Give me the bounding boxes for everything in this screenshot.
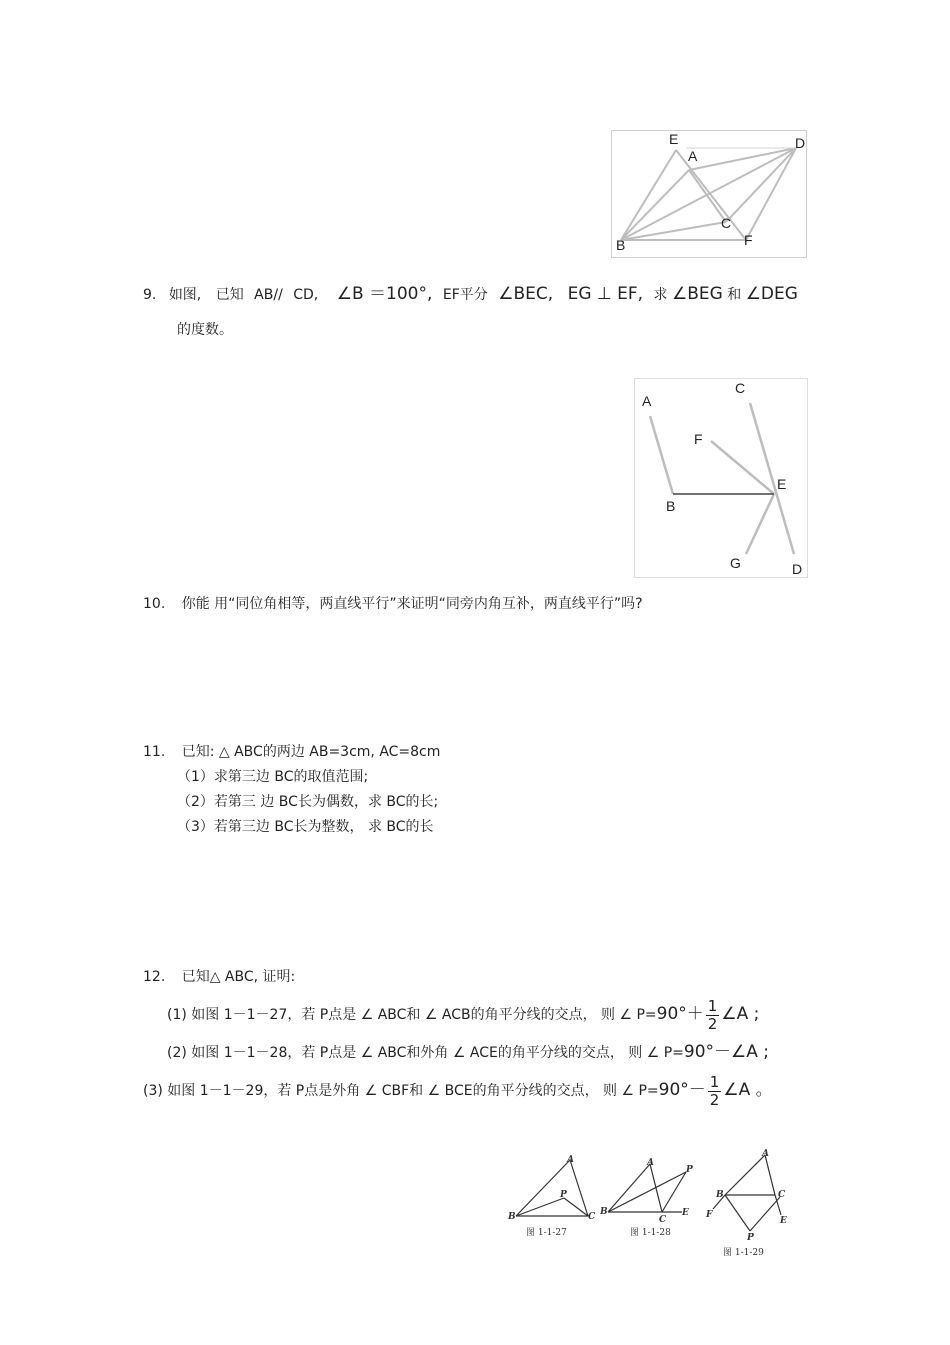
q12-p2-expr: 90°－∠A ; (683, 1042, 770, 1062)
q11-stem: 已知: △ ABC的两边 AB=3cm, AC=8cm (181, 744, 441, 760)
q9-text: 和 (727, 287, 742, 303)
q12-p3-expr: 90°－ (658, 1080, 706, 1100)
figure-parallelogram (611, 130, 807, 258)
label-B: B (716, 1190, 724, 1200)
label-C: C (735, 380, 746, 396)
q12-part-3 (143, 1072, 773, 1109)
q9-number: 9. (143, 287, 157, 303)
label-P: P (747, 1233, 754, 1243)
label-F: F (694, 431, 703, 447)
q12-stem: 已知△ ABC, 证明: (181, 969, 296, 985)
q11-item-2: （2）若第三 边 BC长为偶数，求 BC的长; (177, 794, 439, 810)
label-C: C (778, 1190, 786, 1200)
q9-text: EF平分 (442, 287, 488, 303)
q9-angle-beg: ∠BEG (671, 284, 723, 304)
fraction-numerator: 1 (707, 996, 718, 1015)
label-P: P (560, 1190, 567, 1200)
label-A: A (642, 393, 652, 409)
label-F: F (744, 232, 753, 248)
q12-p1-expr: ∠A ; (721, 1004, 760, 1024)
question-10 (143, 594, 643, 614)
label-C: C (659, 1215, 667, 1225)
question-12 (143, 967, 295, 987)
figure-caption: 图 1-1-29 (723, 1248, 764, 1258)
fraction-denominator: 2 (707, 1014, 718, 1033)
label-B: B (600, 1207, 608, 1217)
fraction-half (708, 1074, 722, 1109)
figure-1-1-27 (508, 1150, 603, 1245)
q12-p1-expr: 90°＋ (656, 1004, 704, 1024)
label-G: G (730, 555, 741, 571)
q12-part-1 (167, 996, 759, 1033)
q11-item-3: （3）若第三边 BC长为整数， 求 BC的长 (177, 819, 434, 835)
q9-text: CD, (293, 287, 319, 303)
q9-perpendicular: EG ⊥ EF, (567, 284, 644, 304)
q9-angle-deg: ∠DEG (745, 284, 798, 304)
q10-number: 10. (143, 596, 166, 612)
q9-text: 已知 (215, 287, 244, 303)
q9-text: 如图, (168, 287, 202, 303)
figure-1-1-29 (705, 1145, 795, 1260)
q10-text: 你能 用“同位角相等，两直线平行”来证明“同旁内角互补，两直线平行”吗? (181, 596, 643, 612)
label-F: F (706, 1210, 713, 1220)
question-9-line2: 的度数。 (177, 322, 233, 338)
label-C: C (721, 215, 732, 231)
figure-caption: 图 1-1-27 (526, 1228, 567, 1238)
q12-p3-text: (3) 如图 1－1－29，若 P点是外角 ∠ CBF和 ∠ BCE的角平分线的交点， 则 ∠ P= (143, 1083, 659, 1099)
label-D: D (795, 135, 806, 151)
q11-item-1: （1）求第三边 BC的取值范围; (177, 769, 369, 785)
label-B: B (616, 237, 626, 253)
fraction-numerator: 1 (709, 1072, 720, 1091)
label-A: A (567, 1155, 574, 1165)
q9-angle-b: ∠B ＝100°, (336, 284, 433, 304)
label-A: A (647, 1158, 654, 1168)
q12-number: 12. (143, 969, 166, 985)
q9-text: AB// (254, 287, 283, 303)
fraction-half (706, 998, 720, 1033)
label-P: P (686, 1165, 693, 1175)
q9-text: 求 (653, 287, 668, 303)
label-A: A (688, 148, 698, 164)
q12-part-2 (167, 1042, 769, 1063)
figure-caption: 图 1-1-28 (630, 1228, 671, 1238)
q12-p2-text: (2) 如图 1－1－28，若 P点是 ∠ ABC和外角 ∠ ACE的角平分线的交点， 则 ∠ P= (167, 1045, 684, 1061)
q12-p1-text: (1) 如图 1－1－27，若 P点是 ∠ ABC和 ∠ ACB的角平分线的交点， 则 ∠ P= (167, 1007, 657, 1023)
label-C: C (588, 1212, 596, 1222)
q12-p3-expr: ∠A 。 (723, 1080, 773, 1100)
question-11 (143, 742, 440, 762)
q11-number: 11. (143, 744, 166, 760)
label-B: B (666, 498, 676, 514)
question-9-line1 (143, 284, 798, 305)
fraction-denominator: 2 (709, 1090, 720, 1109)
label-A: A (762, 1149, 769, 1159)
label-D: D (792, 561, 803, 577)
label-B: B (508, 1212, 516, 1222)
label-E: E (669, 131, 679, 147)
label-E: E (780, 1216, 787, 1226)
label-E: E (777, 476, 787, 492)
figure-q9 (634, 378, 808, 578)
figure-1-1-28 (600, 1150, 705, 1245)
q9-angle-bec: ∠BEC, (498, 284, 554, 304)
label-E: E (682, 1208, 689, 1218)
